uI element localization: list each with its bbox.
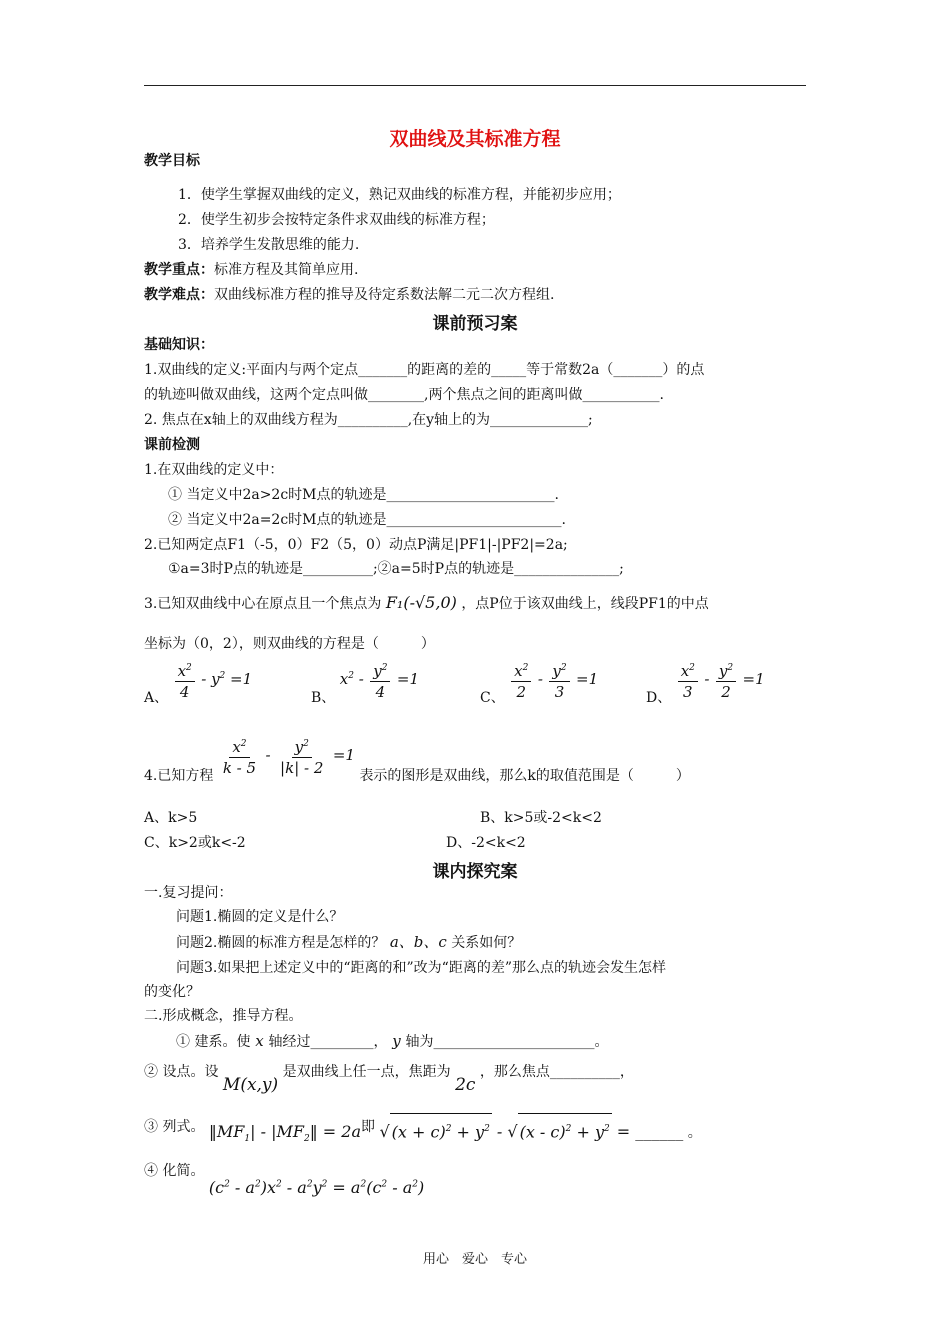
key-point <box>144 260 358 280</box>
step-3-eq1: $‖MF_1|$ - $|MF_2‖ = 2a$ <box>208 1122 361 1145</box>
step-2-a: ② 设点。设 <box>144 1064 219 1080</box>
concept-heading: 二.形成概念，推导方程。 <box>144 1008 303 1024</box>
header-rule <box>144 85 806 86</box>
q4-option-a: A、k>5 <box>144 810 198 826</box>
step-3-eq2: √ $(x + c)^2 + y^2$ - √ $(x - c)^2 + y^2$ = ______ <box>379 1122 683 1141</box>
q3-option-a-frac: $\frac{x^2}{4}$ <box>175 658 195 702</box>
check-heading: 课前检测 <box>144 437 200 453</box>
q3-stem <box>144 590 709 617</box>
question-2 <box>176 932 521 953</box>
goals-heading: 教学目标 <box>144 153 200 169</box>
step-2 <box>144 1058 634 1099</box>
page-title: 双曲线及其标准方程 <box>389 128 561 150</box>
question-2-text: 问题2.椭圆的标准方程是怎样的？ <box>176 935 386 951</box>
review-heading: 一.复习提问： <box>144 885 233 901</box>
q2-parts: ①a=3时P点的轨迹是__________;②a=5时P点的轨迹是_______________; <box>168 561 624 577</box>
key-point-label: 教学重点： <box>144 262 214 278</box>
step-2-b: 是双曲线上任一点，焦距为 <box>282 1064 451 1080</box>
step-1-c: 轴为_______________________。 <box>405 1034 609 1050</box>
step-1-a: ① 建系。使 <box>176 1034 251 1050</box>
q3-line-2: 坐标为（0，2），则双曲线的方程是（ ） <box>144 636 435 652</box>
q3-option-d-label: D、 <box>646 690 672 706</box>
step-2-point: M(x,y) <box>222 1075 279 1095</box>
q4-pre: 4.已知方程 <box>144 768 214 784</box>
q4-option-d: D、-2<k<2 <box>446 835 526 851</box>
step-2-d: ，那么焦点__________， <box>479 1064 634 1080</box>
difficulty-label: 教学难点： <box>144 287 214 303</box>
basics-line-3: 2. 焦点在x轴上的双曲线方程为__________,在y轴上的为______________; <box>144 412 593 428</box>
q3-option-c: C、 $\frac{x^2}{2}$ - $\frac{y^2}{3}$ =1 <box>480 658 598 707</box>
key-point-text: 标准方程及其简单应用. <box>214 262 359 278</box>
goal-item-1: 1．使学生掌握双曲线的定义，熟记双曲线的标准方程，并能初步应用； <box>178 187 621 203</box>
step-4-a: ④ 化简。 <box>144 1163 205 1179</box>
step-3-c: 。 <box>687 1125 702 1141</box>
q1-stem: 1.在双曲线的定义中： <box>144 462 284 478</box>
goal-item-3: 3．培养学生发散思维的能力. <box>178 237 360 253</box>
difficulty <box>144 285 554 305</box>
preview-heading: 课前预习案 <box>432 314 518 334</box>
step-2-focal: 2c <box>455 1075 476 1095</box>
q4-stem: 4.已知方程 $\frac{x^2}{k - 5}$ - $\frac{y^2}{|k| - 2}$ =1 表示的图形是双曲线，那么k的取值范围是（ ） <box>144 734 690 785</box>
goal-item-2: 2．使学生初步会按特定条件求双曲线的标准方程； <box>178 212 495 228</box>
q3-option-d: D、 $\frac{x^2}{3}$ - $\frac{y^2}{2}$ =1 <box>646 658 765 707</box>
step-4-eq: $(c^2 - a^2)x^2 - a^2y^2 = a^2(c^2 - a^2)$ <box>208 1178 425 1197</box>
q1-part-1: ① 当定义中2a>2c时M点的轨迹是________________________. <box>168 487 559 503</box>
step-1: ① 建系。使 x 轴经过_________， y 轴为_______________________。 <box>176 1032 609 1050</box>
basics-line-2: 的轨迹叫做双曲线，这两个定点叫做________,两个焦点之间的距离叫做___________. <box>144 387 664 403</box>
question-3-cont: 的变化？ <box>144 984 200 1000</box>
step-3-b: 即 <box>361 1119 375 1135</box>
q3-option-b-frac: $\frac{y^2}{4}$ <box>370 658 390 702</box>
q3-pre: 3.已知双曲线中心在原点且一个焦点为 <box>144 596 382 612</box>
q3-option-a: A、 $\frac{x^2}{4}$ - $y^2 =1$ <box>144 658 252 707</box>
page-footer: 用心 爱心 专心 <box>422 1252 527 1267</box>
q3-option-a-label: A、 <box>144 690 169 706</box>
step-3-a: ③ 列式。 <box>144 1119 205 1135</box>
basics-line-1: 1.双曲线的定义:平面内与两个定点_______的距离的差的_____等于常数2a（_______）的点 <box>144 362 705 378</box>
q4-post: 表示的图形是双曲线，那么k的取值范围是（ ） <box>359 768 690 784</box>
question-3: 问题3.如果把上述定义中的“距离的和”改为“距离的差”那么点的轨迹会发生怎样 <box>176 960 666 976</box>
q2-stem: 2.已知两定点F1（-5，0）F2（5，0）动点P满足|PF1|-|PF2|=2a; <box>144 537 568 553</box>
q3-option-b-label: B、 <box>311 690 336 706</box>
q3-option-c-label: C、 <box>480 690 505 706</box>
step-3 <box>144 1112 702 1154</box>
question-1: 问题1.椭圆的定义是什么？ <box>176 909 344 925</box>
step-1-b: 轴经过_________， <box>268 1034 388 1050</box>
q3-post: ，点P位于该双曲线上，线段PF1的中点 <box>461 596 709 612</box>
q4-option-c: C、k>2或k<-2 <box>144 835 246 851</box>
basics-heading: 基础知识： <box>144 337 214 353</box>
difficulty-text: 双曲线标准方程的推导及待定系数法解二元二次方程组. <box>214 287 555 303</box>
q4-option-b: B、k>5或-2<k<2 <box>480 810 602 826</box>
step-4 <box>144 1158 424 1201</box>
q1-part-2: ② 当定义中2a=2c时M点的轨迹是_________________________. <box>168 512 566 528</box>
q3-option-b: B、 $x^2$ - $\frac{y^2}{4}$ =1 <box>311 658 419 707</box>
explore-heading: 课内探究案 <box>432 862 518 882</box>
question-2-vars: a、b、c <box>389 933 447 951</box>
question-2-tail: 关系如何？ <box>451 935 522 951</box>
q3-focus: F₁(-√5,0) <box>385 593 457 612</box>
